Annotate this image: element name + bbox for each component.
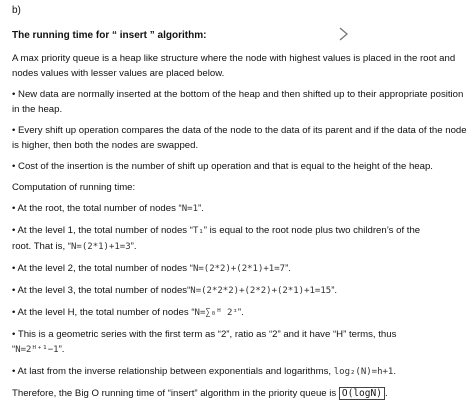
root-line	[12, 201, 468, 217]
conclusion-prefix: Therefore, the Big O running time of “insert” algorithm in the priority queue is	[12, 388, 337, 399]
levelH-prefix: • At the level H, the total number of nodes “	[12, 307, 195, 318]
log-suffix: .	[393, 366, 397, 377]
conclusion-line	[12, 386, 468, 401]
log-line	[12, 364, 468, 380]
level1-math-b: N=(2*1)+1=3	[71, 242, 131, 252]
computation-title: Computation of running time:	[12, 182, 136, 193]
levelH-suffix: ”.	[237, 307, 244, 318]
log-math: log₂(N)=h+1	[333, 367, 394, 377]
geometric-text: • This is a geometric series with the first term as “2”, ratio as “2” and it have “H” terms, thus	[12, 329, 397, 340]
level3-suffix: ”.	[331, 285, 338, 296]
bullet-insert-bottom: • New data are normally inserted at the bottom of the heap and then shifted up to their appropriate position in the heap.	[12, 89, 464, 115]
bullet-shift-up: • Every shift up operation compares the data of the node to the data of its parent and if the data of the node is higher, then both the nodes are swapped.	[12, 125, 467, 151]
part-label: b)	[12, 5, 21, 16]
level1-math-a: T₁	[192, 226, 204, 236]
geometric-prefix: “	[12, 344, 16, 355]
root-line-suffix: ”.	[198, 203, 204, 214]
root-line-prefix: • At the root, the total number of nodes “	[12, 203, 182, 214]
level3-math: N=(2*2*2)+(2*2)+(2*1)+1=15	[190, 286, 332, 296]
levelH-math: N=∑₀ᴴ 2ᶦ	[194, 308, 238, 318]
chevron-right-icon[interactable]	[336, 26, 352, 42]
intro-paragraph: A max priority queue is a heap like structure where the node with highest values is placed in the root and nodes values with lesser values are placed below.	[12, 53, 456, 79]
geometric-suffix: ”.	[58, 344, 65, 355]
level1-line	[12, 223, 468, 255]
section-heading: The running time for “ insert ” algorithm:	[12, 30, 207, 41]
level2-line	[12, 261, 468, 277]
bullet-cost: • Cost of the insertion is the number of shift up operation and that is equal to the height of the heap.	[12, 161, 433, 172]
solution-document	[12, 3, 468, 407]
root-line-math: N=1	[181, 204, 199, 214]
level1-suffix-a: ” is equal to the root node plus two children’s of the	[203, 225, 421, 236]
level2-suffix: ”.	[285, 263, 291, 274]
level1-prefix-b: root. That is, “	[12, 241, 72, 252]
geometric-math: N=2ᴴ⁺¹−1	[15, 345, 59, 355]
geometric-series-line	[12, 327, 468, 358]
level2-math: N=(2*2)+(2*1)+1=7	[192, 264, 286, 274]
level3-prefix: • At the level 3, the total number of nodes“	[12, 285, 191, 296]
big-o-answer: O(logN)	[339, 387, 385, 400]
conclusion-suffix: .	[384, 388, 388, 399]
level2-prefix: • At the level 2, the total number of nodes “	[12, 263, 193, 274]
level1-suffix-b: ”.	[130, 241, 137, 252]
log-prefix: • At last from the inverse relationship between exponentials and logarithms,	[12, 366, 332, 377]
levelH-line	[12, 305, 468, 321]
level1-prefix-a: • At the level 1, the total number of nodes “	[12, 225, 193, 236]
level3-line	[12, 283, 468, 299]
